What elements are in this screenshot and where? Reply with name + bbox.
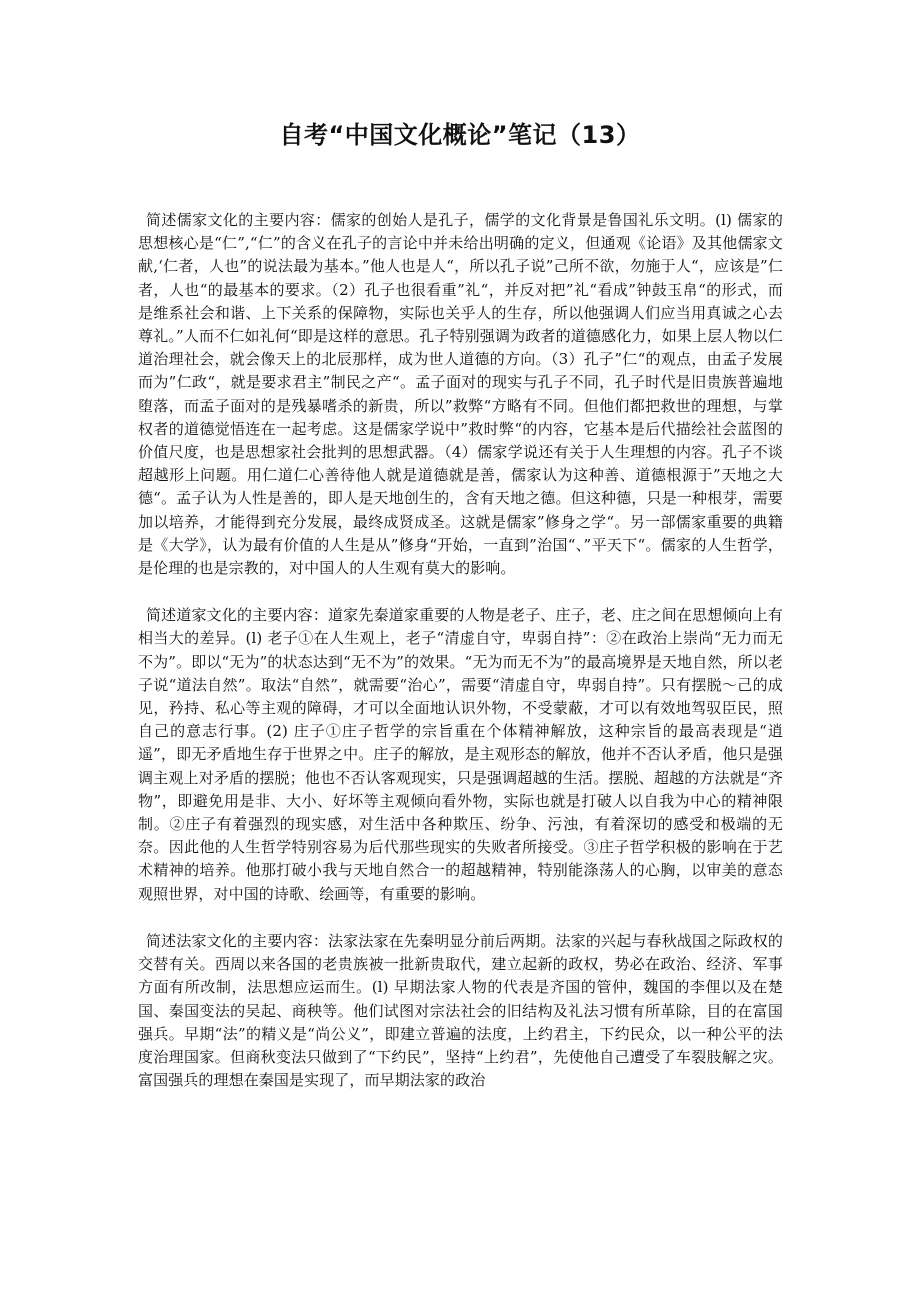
paragraph-daoism: 简述道家文化的主要内容：道家先秦道家重要的人物是老子、庄子，老、庄之间在思想倾向上有相当大的差异。(l) 老子①在人生观上，老子“清虚自守，卑弱自持”：②在政治上崇尚“无力而无不为”。即以“无为”的状态达到“无不为”的效果。“无为而无不为”的最高境界是天地自然，所以老子说“道法自然”。取法“自然”，就需要“治心”，需要“清虚自守，卑弱自持”。只有摆脱～己的成见，矜持、私心等主观的障碍，才可以全面地认识外物，不受蒙蔽，才可以有效地驾驭臣民，照自己的意志行事。(2) 庄子①庄子哲学的宗旨重在个体精神解放，这种宗旨的最高表现是“逍遥”，即无矛盾地生存于世界之中。庄子的解放，是主观形态的解放，他并不否认矛盾，他只是强调主观上对矛盾的摆脱；他也不否认客观现实，只是强调超越的生活。摆脱、超越的方法就是“齐物”，即避免用是非、大小、好坏等主观倾向看外物，实际也就是打破人以自我为中心的精神限制。②庄子有着强烈的现实感，对生活中各种欺压、纷争、污浊，有着深切的感受和极端的无奈。因此他的人生哲学特别容易为后代那些现实的失败者所接受。③庄子哲学积极的影响在于艺术精神的培养。他那打破小我与天地自然合一的超越精神，特别能涤荡人的心胸，以审美的意态观照世界，对中国的诗歌、绘画等，有重要的影响。 [138, 606, 783, 903]
paragraph-confucianism: 简述儒家文化的主要内容：儒家的创始人是孔子，儒学的文化背景是鲁国礼乐文明。(l) 儒家的思想核心是“仁”,“仁”的含义在孔子的言论中并未给出明确的定义，但通观《论语》及其他儒家文献,‘仁者，人也”的说法最为基本。”他人也是人“，所以孔子说”己所不欲，勿施于人“，应该是”仁者，人也“的最基本的要求。（2）孔子也很看重”礼“，并反对把”礼“看成”钟鼓玉帛“的形式，而是维系社会和谐、上下关系的保障物，实际也关乎人的生存，所以他强调人们应当用真诚之心去尊礼。”人而不仁如礼何“即是这样的意思。孔子特别强调为政者的道德感化力，如果上层人物以仁道治理社会，就会像天上的北辰那样，成为世人道德的方向。（3）孔子”仁“的观点，由孟子发展而为”仁政“，就是要求君主”制民之产“。孟子面对的现实与孔子不同，孔子时代是旧贵族普遍地堕落，而孟子面对的是残暴嗜杀的新贵，所以”救弊“方略有不同。但他们都把救世的理想，与掌权者的道德觉悟连在一起考虑。这是儒家学说中”救时弊“的内容，它基本是后代描绘社会蓝图的价值尺度，也是思想家社会批判的思想武器。（4）儒家学说还有关于人生理想的内容。孔子不谈超越形上问题。用仁道仁心善待他人就是道德就是善，儒家认为这种善、道德根源于”天地之大德“。孟子认为人性是善的，即人是天地创生的，含有天地之德。但这种德，只是一种根芽，需要加以培养，才能得到充分发展，最终成贤成圣。这就是儒家”修身之学“。另一部儒家重要的典籍是《大学》，认为最有价值的人生是从”修身“开始，一直到”治国“、”平天下“。儒家的人生哲学，是伦理的也是宗教的，对中国人的人生观有莫大的影响。 [138, 211, 783, 578]
document-body [138, 209, 783, 1116]
paragraph-legalism: 简述法家文化的主要内容：法家法家在先秦明显分前后两期。法家的兴起与春秋战国之际政权的交替有关。西周以来各国的老贵族被一批新贵取代，建立起新的政权，势必在政治、经济、军事方面有所改制，法思想应运而生。(l) 早期法家人物的代表是齐国的管仲，魏国的李俚以及在楚国、秦国变法的吴起、商秧等。他们试图对宗法社会的旧结构及礼法习惯有所革除，目的在富国强兵。早期“法”的精义是“尚公义”，即建立普遍的法度，上约君主，下约民众，以一种公平的法度治理国家。但商秋变法只做到了“下约民”，坚持“上约君”，先使他自己遭受了车裂肢解之灾。富国强兵的理想在秦国是实现了，而早期法家的政治 [138, 931, 783, 1090]
document-title: 自考“中国文化概论”笔记（13） [279, 121, 641, 149]
